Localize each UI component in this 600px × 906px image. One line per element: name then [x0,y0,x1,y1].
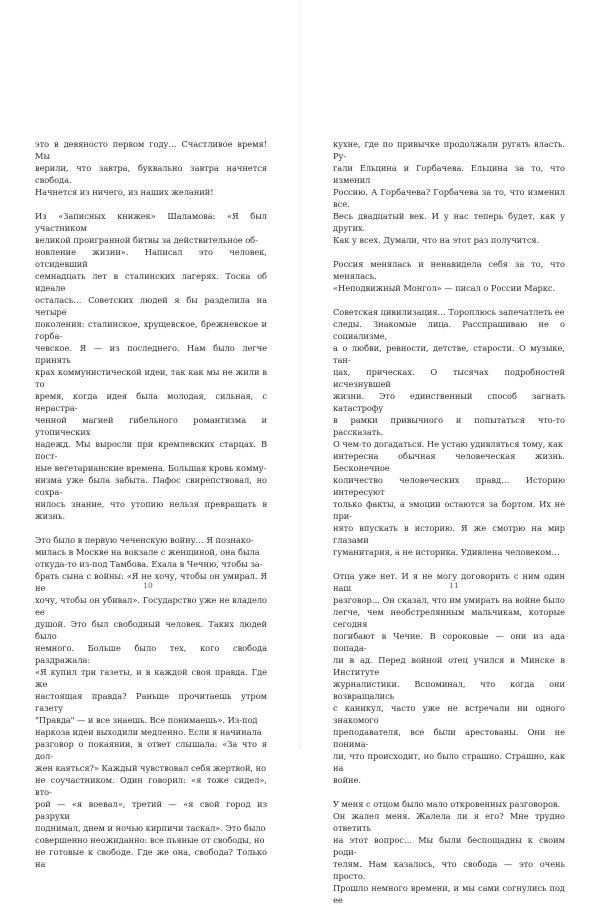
book-gutter [299,0,301,750]
right-page [333,138,565,906]
left-page-number: 10 [143,581,153,590]
right-paragraph-5: У меня с отцом было мало откровенных разговоров. Он жалел меня. Жалела ли я его? Мне трудно ответить на этот вопрос… Мы были беспощадны к своим роди- телям. Нам казалось, что свобода — это очень просто. Прошло немного времени, и мы сами согнулись под ее [333,799,565,905]
right-page-number: 11 [449,581,459,590]
left-paragraph-2: Из «Записных книжек» Шаламова: «Я был участником великой проигранной битвы за действительное об- новление жизни». Написал это человек, отсидевший семнадцать лет в сталинских лагерях. Тоска об идеале осталась… Советских людей я бы разделила на четыре поколения: сталинское, хрущевское, брежневское и горба- чевское. Я — из последнего. Нам было легче принять крах коммунистической идеи, так как мы не жили в то время, когда идея была молодая, сильная, с нерастра- ченной магией гибельного романтизма и утопических надежд. Мы выросли при кремлевских старцах. В пост- ные вегетарианские времена. Большая кровь комму- низма уже была забыта. Пафос свирепствовал, но сохра- нилось знание, что утопию нельзя превращать в жизнь. [35,211,267,521]
left-page [35,138,267,870]
left-paragraph-3: Это было в первую чеченскую войну… Я познако- милась в Москве на вокзале с женщиной, она была откуда-то из-под Тамбова. Ехала в Чечню, чтобы за- брать сына с войны: «Я не хочу, чтобы он умирал. Я не хочу, чтобы он убивал». Государство уже не владело ее душой. Это был свободный человек. Таких людей было немного. Больше было тех, кого свобода раздражала: «Я купил три газеты, и в каждой своя правда. Где же настоящая правда? Раньше прочитаешь утром газету "Правда" — и все знаешь. Все понимаешь». Из-под наркоза идеи выходили медленно. Если я начинала разговор о покаянии, в ответ слышала: «За что я дол- жен каяться?» Каждый чувствовал себя жертвой, но не соучастником. Один говорил: «я тоже сидел», вто- рой — «я воевал», третий — «я свой город из разрухи поднимал, днем и ночью кирпичи таскал». Это было совершенно неожиданно: все пьяные от свободы, но не готовые к свободе. Где же она, свобода? Только на [35,535,267,869]
right-paragraph-3: Советская цивилизация… Тороплюсь запечатлеть ее следы. Знакомые лица. Расспрашиваю не о социализме, а о любви, ревности, детстве, старости. О музыке, тан- цах, прическах. О тысячах подробностей исчезнувшей жизни. Это единственный способ загнать катастрофу в рамки привычного и попытаться что-то рассказать. О чем-то догадаться. Не устаю удивляться тому, как интересна обычная человеческая жизнь. Бесконечное количество человеческих правд… Историю интересуют только факты, а эмоции остаются за бортом. Их не при- нято впускать в историю. Я же смотрю на мир глазами гуманитария, а не историка. Удивлена человеком… [333,307,565,557]
left-paragraph-1: это в девяносто первом году… Счастливое время! Мы верили, что завтра, буквально завтра начнется свобода. Начнется из ничего, из наших желаний! [35,139,267,197]
right-paragraph-4: Отца уже нет. И я не могу договорить с ним один наш разговор… Он сказал, что им умирать на войне было легче, чем необстрелянным мальчикам, которые сегодня погибают в Чечне. В сороковые — они из ада попада- ли в ад. Перед войной отец учился в Минске в Институте журналистики. Вспоминал, что когда они возвращались с каникул, часто уже не встречали ни одного знакомого преподавателя, все были арестованы. Они не понима- ли, что происходит, но было страшно. Страшно, как на войне. [333,571,565,785]
right-paragraph-2: Россия менялась и ненавидела себя за то, что менялась. «Неподвижный Монгол» — писал о России Маркс. [333,259,565,293]
right-paragraph-1: кухне, где по привычке продолжали ругать власть. Ру- гали Ельцина и Горбачева. Ельцина за то, что изменил Россию. А Горбачева? Горбачева за то, что изменил все. Весь двадцатый век. И у нас теперь будет, как у других. Как у всех. Думали, что на этот раз получится. [333,139,565,245]
